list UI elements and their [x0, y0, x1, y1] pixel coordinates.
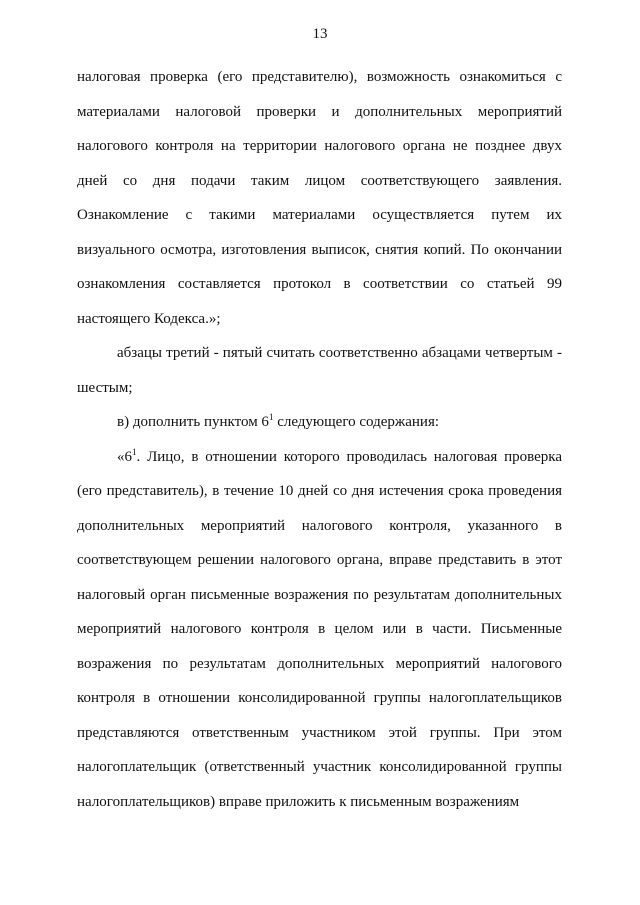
paragraph-renumber-clause: абзацы третий - пятый считать соответственно абзацами четвертым - шестым;	[77, 345, 562, 396]
paragraph-point-6-1	[77, 440, 562, 820]
page-number: 13	[312, 26, 328, 42]
point-6-1-text-before: «6	[117, 448, 132, 465]
add-point-text-after: следующего содержания:	[273, 414, 440, 430]
superscript-index: 1	[268, 412, 274, 422]
paragraph-add-point	[77, 405, 562, 440]
point-6-1-text-after: . Лицо, в отношении которого проводилась налоговая проверка (его представитель), в течение 10 дней со дня истечения срока проведения дополнительных мероприятий налогового контроля, указанного в соответствующем решении налогового органа, вправе представить в этот налоговый орган письменные возражения по результатам дополнительных мероприятий налогового контроля в целом или в части. Письменные возражения по результатам дополнительных мероприятий налогового контроля в отношении консолидированной группы налогоплательщиков представляются ответственным участником этой группы. При этом налогоплательщик (ответственный участник консолидированной группы налогоплательщиков) вправе приложить к письменным возражениям	[77, 448, 562, 810]
paragraph-continuation: налоговая проверка (его представителю), возможность ознакомиться с материалами налоговой проверки и дополнительных мероприятий налогового контроля на территории налогового органа не позднее двух дней со дня подачи таким лицом соответствующего заявления. Ознакомление с такими материалами осуществляется путем их визуального осмотра, изготовления выписок, снятия копий. По окончании ознакомления составляется протокол в соответствии со статьей 99 настоящего Кодекса.»;	[77, 69, 562, 327]
add-point-text-before: в) дополнить пунктом 6	[117, 414, 269, 430]
superscript-index: 1	[132, 446, 137, 457]
document-body	[77, 60, 562, 819]
